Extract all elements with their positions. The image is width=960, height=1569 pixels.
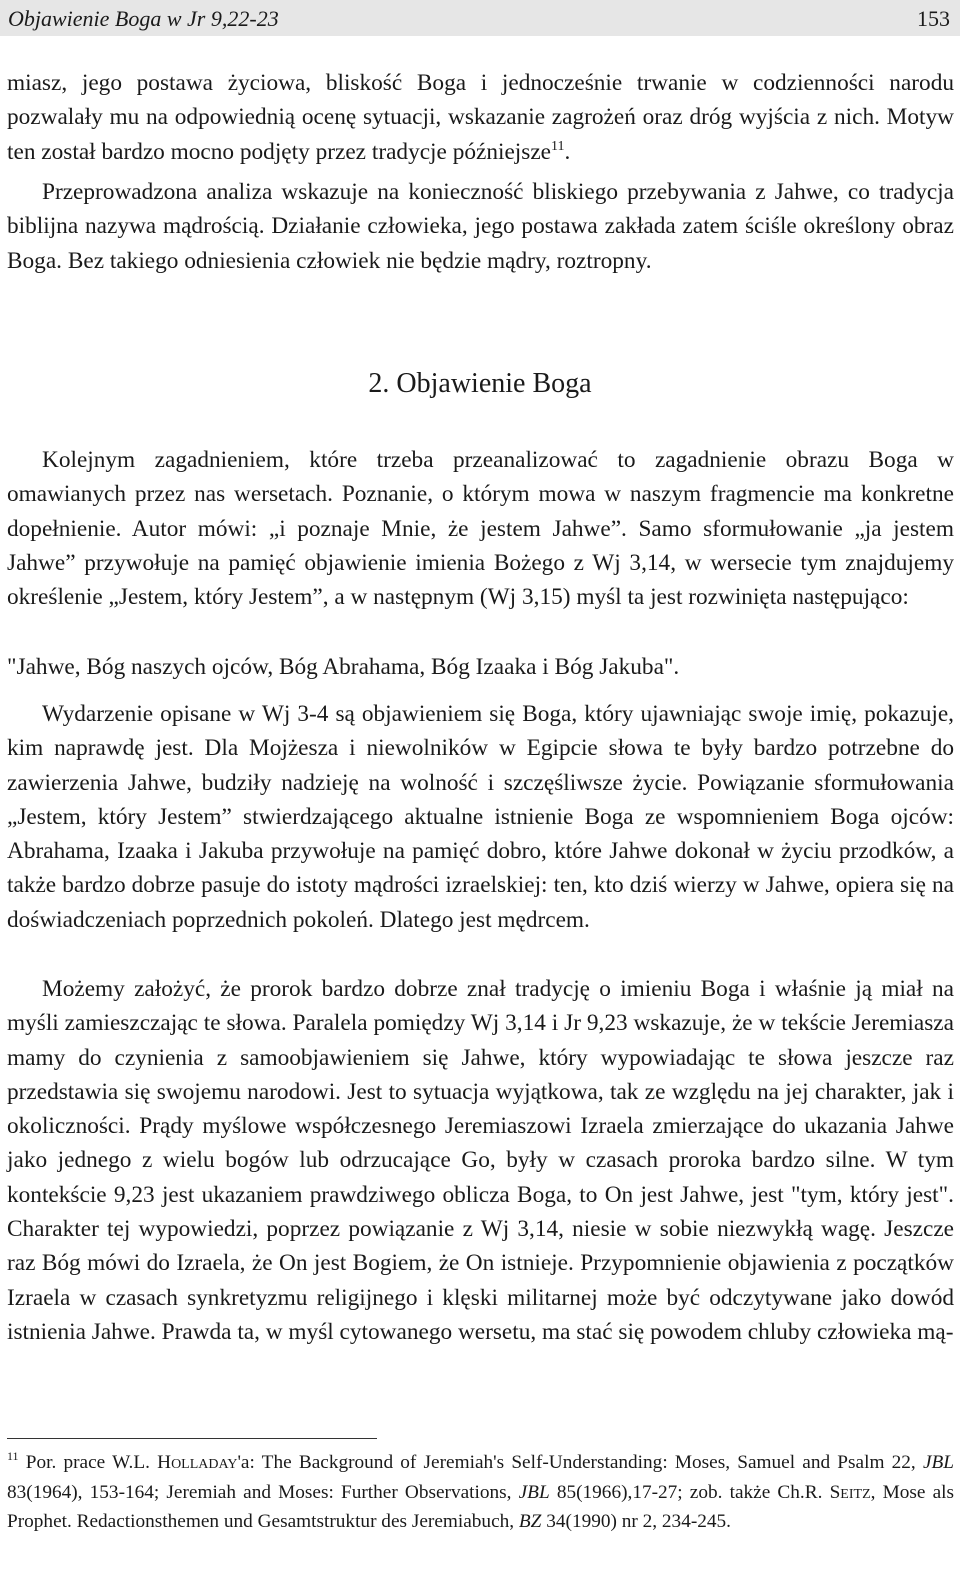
paragraph-4: Wydarzenie opisane w Wj 3-4 są objawieniem się Boga, który ujawniając swoje imię, pokazuje, kim naprawdę jest. Dla Mojżesza i niewolników w Egipcie słowa te były bardzo potrzebne do zawierzenia Jahwe, budziły nadzieję na wolność i szczęśliwsze życie. Powiązanie sformułowania „Jestem, który Jestem” stwierdzającego aktualne istnienie Boga ze wspomnieniem Boga ojców: Abrahama, Izaaka i Jakuba przywołuje na pamięć dobro, które Jahwe dokonał w życiu przodków, a także bardzo dobrze pasuje do istoty mądrości izraelskiej: ten, kto dziś wierzy w Jahwe, opiera się na doświadczeniach poprzednich pokoleń. Dlatego jest mędrcem. (7, 701, 954, 933)
footnote-text: 34(1990) nr 2, 234-245. (541, 1511, 731, 1532)
footnote-text: 'a: The Background of Jeremiah's Self-Understanding: Moses, Samuel and Psalm 22, (237, 1452, 923, 1473)
footnote-journal: JBL (922, 1452, 955, 1473)
block-quote: "Jahwe, Bóg naszych ojców, Bóg Abrahama, Bóg Izaaka i Bóg Jakuba". (7, 654, 680, 680)
paragraph-5: Możemy założyć, że prorok bardzo dobrze znał tradycję o imieniu Boga i właśnie ją miał na myśli zamieszczając te słowa. Paralela pomiędzy Wj 3,14 i Jr 9,23 wskazuje, że w tekście Jeremiasza mamy do czynienia z samoobjawieniem się Jahwe, który wypowiadając te słowa jeszcze raz przedstawia się swojemu narodowi. Jest to sytuacja wyjątkowa, tak ze względu na jej charakter, jak i okoliczności. Prądy myślowe współczesnego Jeremiaszowi Izraela zmierzające do ukazania Jahwe jako jednego z wielu bogów lub odrzucające Go, były w czasach proroka bardzo silne. W tym kontekście 9,23 jest ukazaniem prawdziwego oblicza Boga, to On jest Jahwe, jest "tym, który jest". Charakter tej wypowiedzi, poprzez powiązanie z Wj 3,14, niesie w sobie niezwykłą wagę. Jeszcze raz Bóg mówi do Izraela, że On jest Bogiem, że On istnieje. Przypomnienie objawienia z początków Izraela w czasach synkretyzmu religijnego i klęski militarnej może być odczytywane jako dowód istnienia Jahwe. Prawda ta, w myśl cytowanego wersetu, ma stać się powodem chluby człowieka mą- (7, 976, 954, 1345)
footnote-author: Holladay (157, 1452, 238, 1473)
footnote (7, 1448, 954, 1537)
paragraph-1-text: miasz, jego postawa życiowa, bliskość Boga i jednocześnie trwanie w codzienności narodu pozwalały mu na odpowiednią ocenę sytuacji, wskazanie zagrożeń oraz dróg wyjścia z nich. Motyw ten został bardzo mocno podjęty przez tradycje późniejsze (7, 70, 954, 165)
paragraph-1 (7, 66, 954, 169)
footnote-text: 83(1964), 153-164; Jeremiah and Moses: Further Observations, (7, 1481, 519, 1503)
running-header (0, 0, 960, 36)
section-heading: 2. Objawienie Boga (368, 368, 592, 399)
footnote-marker: 11 (7, 1449, 19, 1463)
page-number: 153 (917, 6, 950, 31)
footnote-author: Seitz (829, 1481, 871, 1503)
footnote-text: , Mose als Prophet. Redactionsthemen und Gesamtstruktur des Jeremiabuch, (7, 1481, 954, 1532)
footnote-text: 85(1966),17-27; zob. także Ch.R. (549, 1481, 830, 1503)
footnote-reference[interactable]: 11 (551, 138, 565, 154)
paragraph-1-end: . (564, 138, 571, 165)
footnote-divider (7, 1438, 377, 1439)
footnote-journal: BZ (518, 1511, 542, 1532)
paragraph-2: Przeprowadzona analiza wskazuje na konieczność bliskiego przebywania z Jahwe, co tradycja biblijna nazywa mądrością. Działanie człowieka, jego postawa zakłada zatem ściśle określony obraz Boga. Bez takiego odniesienia człowiek nie będzie mądry, roztropny. (7, 179, 954, 274)
paragraph-3: Kolejnym zagadnieniem, które trzeba przeanalizować to zagadnienie obrazu Boga w omawianych przez nas wersetach. Poznanie, o którym mowa w naszym fragmencie ma konkretne dopełnienie. Autor mówi: „i poznaje Mnie, że jestem Jahwe”. Samo sformułowanie „ja jestem Jahwe” przywołuje na pamięć objawienie imienia Bożego z Wj 3,14, w wersecie tym znajdujemy określenie „Jestem, który Jestem”, a w następnym (Wj 3,15) myśl ta jest rozwinięta następująco: (7, 447, 954, 611)
footnote-text: Por. prace W.L. (18, 1452, 158, 1473)
running-title: Objawienie Boga w Jr 9,22-23 (8, 6, 279, 31)
footnote-journal: JBL (518, 1481, 550, 1503)
